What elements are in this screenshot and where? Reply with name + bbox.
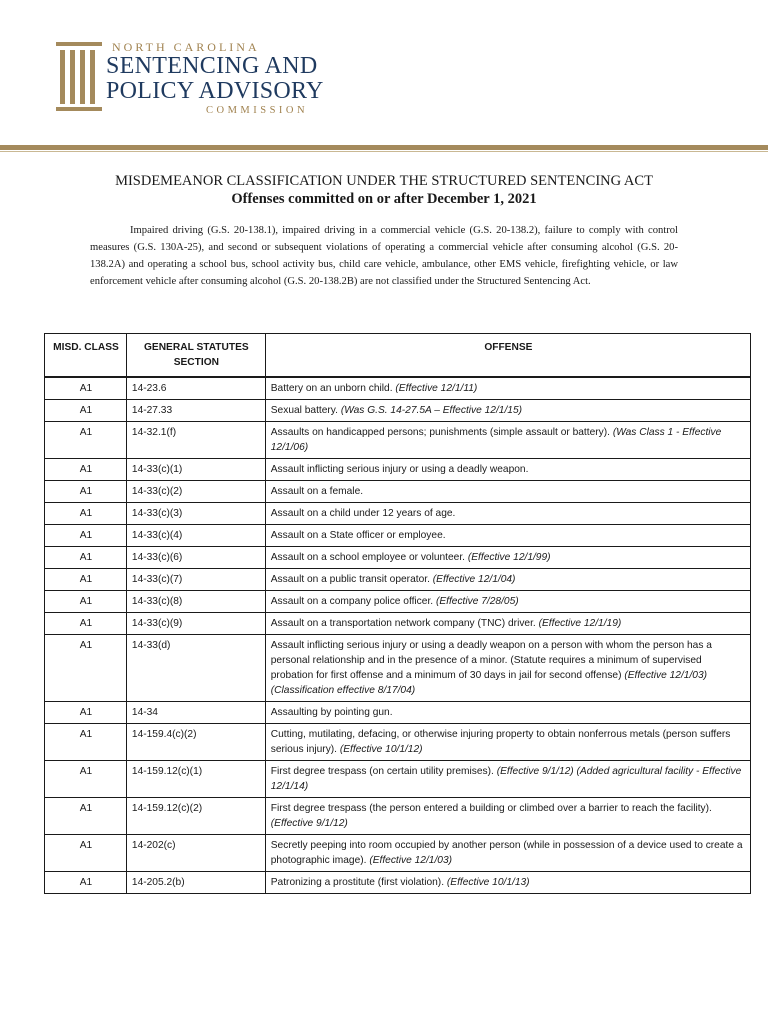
statute-section-cell: 14-159.12(c)(1): [126, 761, 265, 798]
offense-cell: [265, 613, 750, 635]
intro-paragraph: Impaired driving (G.S. 20-138.1), impaired driving in a commercial vehicle (G.S. 20-138.2), failure to comply with control measures (G.S. 130A-25), and second or subsequent violations of operating a commercial vehicle after consuming alcohol (G.S. 20-138.2A) and operating a school bus, school activity bus, child care vehicle, ambulance, other EMS vehicle, firefighting vehicle, or law enforcement vehicle after consuming alcohol (G.S. 20-138.2B) are not classified under the Structured Sentencing Act.: [90, 225, 678, 287]
header-rule-thin: [0, 151, 768, 152]
misd-class-cell: A1: [45, 872, 127, 894]
effective-date-note: (Effective 10/1/12): [339, 744, 423, 755]
document-title: MISDEMEANOR CLASSIFICATION UNDER THE STRUCTURED SENTENCING ACT: [115, 173, 653, 189]
statute-section-cell: 14-33(c)(4): [126, 525, 265, 547]
offense-text: First degree trespass (on certain utility premises).: [270, 766, 494, 777]
classification-table: [44, 333, 751, 894]
effective-date-note: (Was G.S. 14-27.5A – Effective 12/1/15): [340, 405, 523, 416]
statute-section-cell: 14-159.4(c)(2): [126, 724, 265, 761]
statute-section-cell: 14-33(c)(9): [126, 613, 265, 635]
statute-section-cell: 14-33(c)(2): [126, 481, 265, 503]
offense-text: Assaults on handicapped persons; punishments (simple assault or battery).: [270, 427, 610, 438]
statute-section-cell: 14-33(c)(1): [126, 459, 265, 481]
statute-section-cell: 14-34: [126, 702, 265, 724]
table-row: [45, 702, 751, 724]
effective-date-note: (Effective 12/1/04): [432, 574, 516, 585]
offense-cell: [265, 591, 750, 613]
offense-text: Assault on a female.: [270, 486, 364, 497]
statute-section-cell: 14-205.2(b): [126, 872, 265, 894]
offense-text: Assault on a school employee or volunteer.: [270, 552, 466, 563]
organization-logo-text: [106, 40, 324, 118]
table-header-row: [45, 334, 751, 378]
offense-cell: [265, 481, 750, 503]
misd-class-cell: A1: [45, 569, 127, 591]
misd-class-cell: A1: [45, 613, 127, 635]
statute-section-cell: 14-159.12(c)(2): [126, 798, 265, 835]
offense-cell: [265, 835, 750, 872]
offense-text: Assault inflicting serious injury or using a deadly weapon on a person with whom the person has a personal relationship and in the presence of a minor. (Statute requires a minimum of supervised probation for first offense and a minimum of 30 days in jail for second offense): [270, 640, 712, 681]
logo-line-2: POLICY ADVISORY: [106, 78, 324, 104]
table-row: [45, 569, 751, 591]
table-row: [45, 591, 751, 613]
table-row: [45, 761, 751, 798]
statute-section-cell: 14-27.33: [126, 400, 265, 422]
misd-class-cell: A1: [45, 525, 127, 547]
offense-text: Assault on a transportation network company (TNC) driver.: [270, 618, 536, 629]
offense-cell: [265, 569, 750, 591]
offense-cell: [265, 422, 750, 459]
misd-class-cell: A1: [45, 422, 127, 459]
table-row: [45, 400, 751, 422]
effective-date-note: (Effective 10/1/13): [446, 877, 530, 888]
column-header-class: MISD. CLASS: [45, 334, 127, 378]
page-header: [0, 0, 768, 150]
offense-cell: [265, 377, 750, 400]
table-row: [45, 459, 751, 481]
offense-cell: [265, 872, 750, 894]
document-subtitle: Offenses committed on or after December 1, 2021: [231, 191, 537, 207]
table-row: [45, 613, 751, 635]
offense-text: Secretly peeping into room occupied by another person (while in possession of a device used to create a photographic image).: [270, 840, 743, 866]
misd-class-cell: A1: [45, 591, 127, 613]
effective-date-note: (Effective 12/1/19): [538, 618, 622, 629]
offense-text: First degree trespass (the person entered a building or climbed over a barrier to reach the facility).: [270, 803, 712, 814]
table-row: [45, 798, 751, 835]
offense-cell: [265, 503, 750, 525]
misd-class-cell: A1: [45, 702, 127, 724]
statute-section-cell: 14-33(c)(7): [126, 569, 265, 591]
column-header-section: GENERAL STATUTES SECTION: [126, 334, 265, 378]
table-row: [45, 525, 751, 547]
statute-section-cell: 14-33(c)(6): [126, 547, 265, 569]
document-title-block: [0, 172, 768, 208]
offense-text: Battery on an unborn child.: [270, 383, 393, 394]
logo-line-1: SENTENCING AND: [106, 53, 318, 79]
misd-class-cell: A1: [45, 503, 127, 525]
offense-cell: [265, 635, 750, 702]
offense-text: Assault on a child under 12 years of age.: [270, 508, 456, 519]
offense-cell: [265, 702, 750, 724]
offense-cell: [265, 547, 750, 569]
table-row: [45, 724, 751, 761]
effective-date-note: (Effective 9/1/12) (Added agricultural facility - Effective 12/1/14): [270, 766, 742, 792]
statute-section-cell: 14-202(c): [126, 835, 265, 872]
statute-section-cell: 14-32.1(f): [126, 422, 265, 459]
offense-cell: [265, 761, 750, 798]
statute-section-cell: 14-23.6: [126, 377, 265, 400]
table-row: [45, 835, 751, 872]
misd-class-cell: A1: [45, 724, 127, 761]
columns-icon: [56, 42, 102, 112]
effective-date-note: (Effective 12/1/99): [467, 552, 551, 563]
table-row: [45, 481, 751, 503]
effective-date-note: (Effective 12/1/11): [395, 383, 478, 394]
offense-text: Assault on a company police officer.: [270, 596, 434, 607]
statute-section-cell: 14-33(d): [126, 635, 265, 702]
column-header-offense: OFFENSE: [265, 334, 750, 378]
table-row: [45, 422, 751, 459]
misd-class-cell: A1: [45, 459, 127, 481]
effective-date-note: (Was Class 1 - Effective 12/1/06): [270, 427, 722, 453]
offense-cell: [265, 525, 750, 547]
misd-class-cell: A1: [45, 400, 127, 422]
offense-text: Patronizing a prostitute (first violation).: [270, 877, 445, 888]
misd-class-cell: A1: [45, 761, 127, 798]
misd-class-cell: A1: [45, 547, 127, 569]
table-row: [45, 635, 751, 702]
table-row: [45, 503, 751, 525]
misd-class-cell: A1: [45, 481, 127, 503]
offense-text: Assault on a public transit operator.: [270, 574, 430, 585]
header-rule: [0, 145, 768, 150]
offense-cell: [265, 400, 750, 422]
logo-commission: COMMISSION: [206, 105, 309, 116]
offense-text: Sexual battery.: [270, 405, 338, 416]
offense-cell: [265, 798, 750, 835]
misd-class-cell: A1: [45, 377, 127, 400]
table-row: [45, 377, 751, 400]
misd-class-cell: A1: [45, 798, 127, 835]
misd-class-cell: A1: [45, 635, 127, 702]
offense-text: Cutting, mutilating, defacing, or otherwise injuring property to obtain nonferrous metals (person suffers serious injury).: [270, 729, 731, 755]
table-row: [45, 872, 751, 894]
effective-date-note: (Effective 7/28/05): [435, 596, 519, 607]
offense-text: Assaulting by pointing gun.: [270, 707, 393, 718]
statute-section-cell: 14-33(c)(3): [126, 503, 265, 525]
statute-section-cell: 14-33(c)(8): [126, 591, 265, 613]
misd-class-cell: A1: [45, 835, 127, 872]
logo-state: NORTH CAROLINA: [112, 40, 260, 54]
offense-cell: [265, 724, 750, 761]
table-row: [45, 547, 751, 569]
offense-text: Assault on a State officer or employee.: [270, 530, 446, 541]
offense-cell: [265, 459, 750, 481]
effective-date-note: (Effective 9/1/12): [270, 818, 348, 829]
effective-date-note: (Effective 12/1/03) (Classification effective 8/17/04): [270, 670, 708, 696]
effective-date-note: (Effective 12/1/03): [369, 855, 453, 866]
offense-text: Assault inflicting serious injury or using a deadly weapon.: [270, 464, 529, 475]
